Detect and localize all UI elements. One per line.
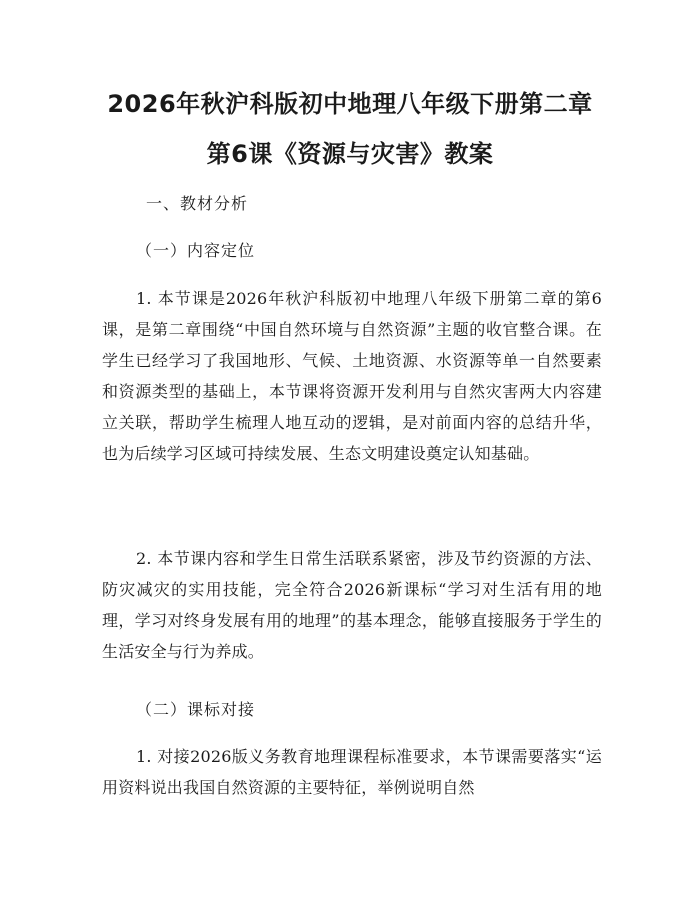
subsection-heading-curriculum-standard: （二）课标对接 <box>136 700 256 719</box>
section-heading-textbook-analysis: 一、教材分析 <box>146 194 249 213</box>
paragraph-1 <box>102 283 602 469</box>
document-title-line-1: 2026年秋沪科版初中地理八年级下册第二章 <box>107 90 593 118</box>
subsection-heading-content-positioning: （一）内容定位 <box>136 241 256 260</box>
paragraph-3 <box>102 741 602 803</box>
paragraph-1-text: 1. 本节课是2026年秋沪科版初中地理八年级下册第二章的第6课，是第二章围绕“中国自然环境与自然资源”主题的收官整合课。在学生已经学习了我国地形、气候、土地资源、水资源等单一自然要素和资源类型的基础上，本节课将资源开发利用与自然灾害两大内容建立关联，帮助学生梳理人地互动的逻辑，是对前面内容的总结升华，也为后续学习区域可持续发展、生态文明建设奠定认知基础。 <box>102 289 602 463</box>
paragraph-2-text: 2. 本节课内容和学生日常生活联系紧密，涉及节约资源的方法、防灾减灾的实用技能，完全符合2026新课标“学习对生活有用的地理，学习对终身发展有用的地理”的基本理念，能够直接服务于学生的生活安全与行为养成。 <box>102 549 602 661</box>
document-title-line-2: 第6课《资源与灾害》教案 <box>206 140 494 168</box>
paragraph-3-text: 1. 对接2026版义务教育地理课程标准要求，本节课需要落实“运用资料说出我国自然资源的主要特征，举例说明自然 <box>102 747 602 797</box>
paragraph-2 <box>102 543 602 667</box>
